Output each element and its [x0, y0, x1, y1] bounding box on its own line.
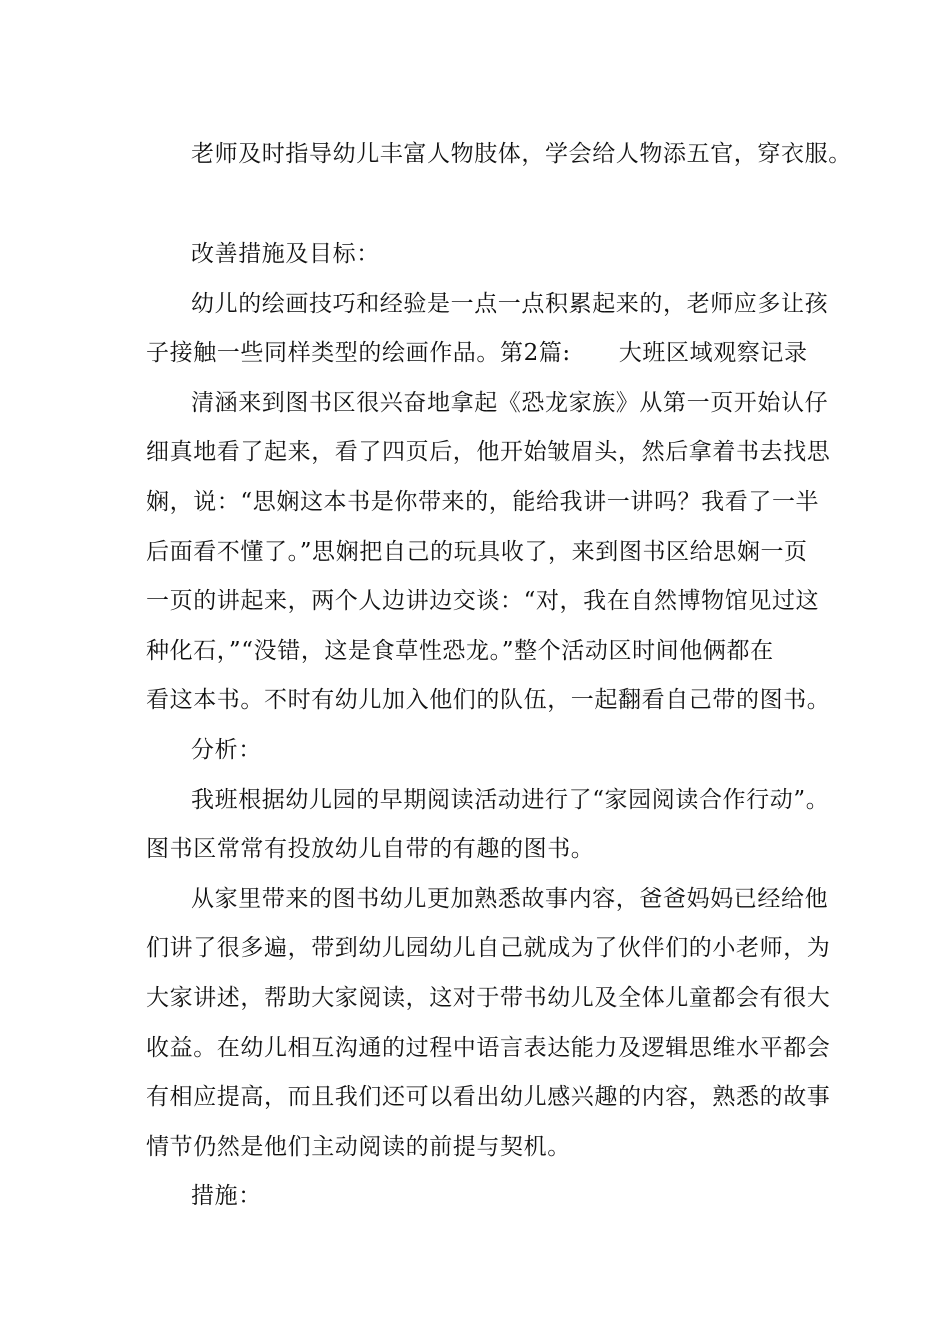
paragraph-line [0, 338, 950, 368]
paragraph-line: 一页的讲起来，两个人边讲边交谈：“对，我在自然博物馆见过这 [146, 588, 820, 614]
paragraph-line: 后面看不懂了。”思娴把自己的玩具收了，来到图书区给思娴一页 [146, 539, 808, 565]
paragraph-line: 情节仍然是他们主动阅读的前提与契机。 [146, 1134, 571, 1160]
paragraph-line: 们讲了很多遍，带到幼儿园幼儿自己就成为了伙伴们的小老师，为 [146, 935, 831, 961]
paragraph-line: 我班根据幼儿园的早期阅读活动进行了“家园阅读合作行动”。 [191, 787, 830, 813]
paragraph-line: 细真地看了起来，看了四页后，他开始皱眉头，然后拿着书去找思 [146, 439, 831, 465]
section-heading-analysis: 分析： [191, 737, 262, 763]
paragraph-line: 有相应提高，而且我们还可以看出幼儿感兴趣的内容，熟悉的故事 [146, 1084, 831, 1110]
paragraph-line: 图书区常常有投放幼儿自带的有趣的图书。 [146, 836, 595, 862]
paragraph-line: 大家讲述，帮助大家阅读，这对于带书幼儿及全体儿童都会有很大 [146, 985, 831, 1011]
paragraph-line: 看这本书。不时有幼儿加入他们的队伍，一起翻看自己带的图书。 [146, 687, 831, 713]
paragraph-text: 子接触一些同样类型的绘画作品。第2篇: [146, 340, 571, 366]
paragraph-line: 老师及时指导幼儿丰富人物肢体，学会给人物添五官，穿衣服。 [191, 141, 852, 167]
paragraph-line: 种化石，”“没错，这是食草性恐龙。”整个活动区时间他俩都在 [146, 638, 774, 664]
section-heading-improvement: 改善措施及目标： [191, 241, 380, 267]
article-title: 大班区域观察记录 [618, 340, 808, 366]
paragraph-line: 娴，说：“思娴这本书是你带来的，能给我讲一讲吗？我看了一半 [146, 489, 820, 515]
section-heading-measures: 措施： [191, 1183, 262, 1209]
paragraph-line: 从家里带来的图书幼儿更加熟悉故事内容，爸爸妈妈已经给他 [191, 886, 829, 912]
paragraph-line: 清涵来到图书区很兴奋地拿起《恐龙家族》从第一页开始认仔 [191, 390, 829, 416]
paragraph-line: 收益。在幼儿相互沟通的过程中语言表达能力及逻辑思维水平都会 [146, 1035, 831, 1061]
paragraph-line: 幼儿的绘画技巧和经验是一点一点积累起来的，老师应多让孩 [191, 291, 829, 317]
